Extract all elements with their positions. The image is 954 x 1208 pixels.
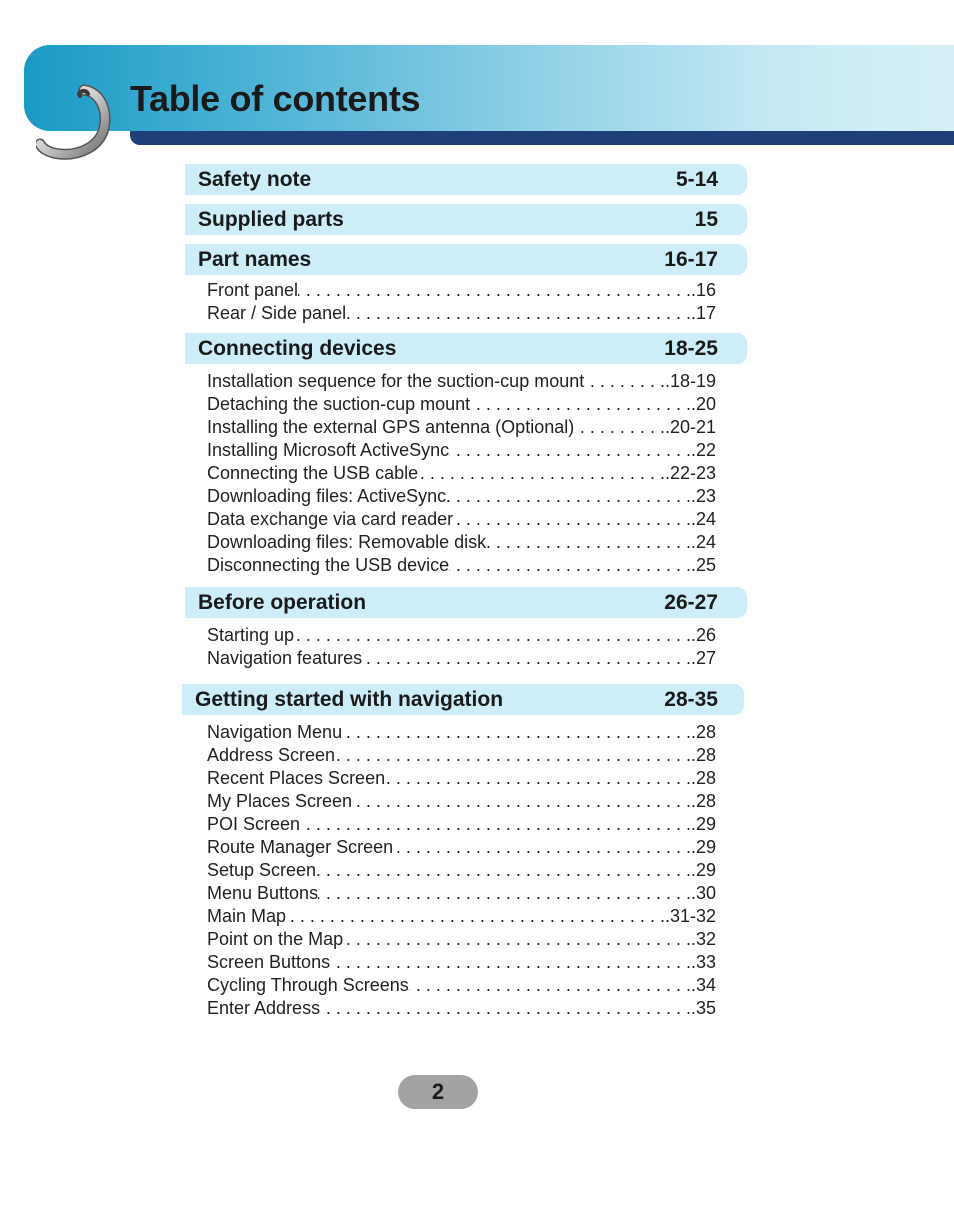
entry-page: .26 xyxy=(690,625,716,645)
entry-text: Address Screen xyxy=(207,745,336,765)
toc-entry[interactable] xyxy=(207,767,716,790)
entry-page: .35 xyxy=(690,998,716,1018)
dot-leader xyxy=(346,302,691,325)
entry-page: .29 xyxy=(690,837,716,857)
dot-leader xyxy=(584,370,665,393)
toc-entry[interactable] xyxy=(207,647,716,670)
dot-leader xyxy=(449,439,691,462)
entries-connecting-devices xyxy=(207,370,716,577)
toc-entry[interactable] xyxy=(207,624,716,647)
dot-leader xyxy=(298,279,691,302)
entry-text: Downloading files: ActiveSync xyxy=(207,486,447,506)
dot-leader xyxy=(330,951,691,974)
dot-leader xyxy=(470,393,691,416)
entry-page: .20 xyxy=(690,394,716,414)
entry-text: Recent Places Screen xyxy=(207,768,386,788)
toc-entry[interactable] xyxy=(207,859,716,882)
entry-text: Installing the external GPS antenna (Optional) xyxy=(207,417,575,437)
entry-text: POI Screen xyxy=(207,814,301,834)
dot-leader xyxy=(449,554,691,577)
dot-leader xyxy=(393,836,691,859)
entry-page: .28 xyxy=(690,745,716,765)
entry-text: Route Manager Screen xyxy=(207,837,394,857)
dot-leader xyxy=(318,882,691,905)
entry-text: Cycling Through Screens xyxy=(207,975,409,995)
entry-page: .29 xyxy=(690,860,716,880)
section-safety-note[interactable] xyxy=(185,164,747,195)
dot-leader xyxy=(335,744,691,767)
header-stripe xyxy=(130,131,954,145)
dot-leader xyxy=(300,813,691,836)
page-number-badge: 2 xyxy=(398,1075,478,1109)
section-title: Connecting devices xyxy=(198,337,397,360)
dot-leader xyxy=(352,790,691,813)
section-pages: 28-35 xyxy=(664,688,718,711)
toc-entry[interactable] xyxy=(207,370,716,393)
toc-entry[interactable] xyxy=(207,813,716,836)
entry-text: Front panel xyxy=(207,280,299,300)
entry-page: .20-21 xyxy=(664,417,716,437)
entry-page: .25 xyxy=(690,555,716,575)
entry-text: Enter Address xyxy=(207,998,321,1018)
dot-leader xyxy=(320,997,691,1020)
dot-leader xyxy=(286,905,665,928)
entries-part-names xyxy=(207,279,716,325)
entry-page: .28 xyxy=(690,768,716,788)
section-supplied-parts[interactable] xyxy=(185,204,747,235)
entry-page: .24 xyxy=(690,509,716,529)
dot-leader xyxy=(362,647,691,670)
entry-text: Setup Screen xyxy=(207,860,317,880)
entry-page: .30 xyxy=(690,883,716,903)
toc-entry[interactable] xyxy=(207,744,716,767)
toc-entry[interactable] xyxy=(207,554,716,577)
section-title: Part names xyxy=(198,248,312,271)
entry-page: .28 xyxy=(690,722,716,742)
section-pages: 15 xyxy=(694,208,718,231)
dot-leader xyxy=(316,859,691,882)
toc-entry[interactable] xyxy=(207,302,716,325)
section-part-names[interactable] xyxy=(185,244,747,275)
entry-page: .22 xyxy=(690,440,716,460)
toc-entry[interactable] xyxy=(207,531,716,554)
entry-text: Detaching the suction-cup mount xyxy=(207,394,471,414)
toc-entry[interactable] xyxy=(207,416,716,439)
entry-text: Navigation features xyxy=(207,648,363,668)
entry-page: .23 xyxy=(690,486,716,506)
toc-entry[interactable] xyxy=(207,905,716,928)
entry-page: .18-19 xyxy=(664,371,716,391)
dot-leader xyxy=(418,462,665,485)
dot-leader xyxy=(294,624,691,647)
entry-text: Installation sequence for the suction-cup mount xyxy=(207,371,585,391)
dot-leader xyxy=(409,974,691,997)
section-title: Getting started with navigation xyxy=(195,688,504,711)
dot-leader xyxy=(486,531,691,554)
toc-entry[interactable] xyxy=(207,508,716,531)
entry-text: Rear / Side panel xyxy=(207,303,347,323)
section-title: Supplied parts xyxy=(198,208,344,231)
section-before-operation[interactable] xyxy=(185,587,747,618)
toc-entry[interactable] xyxy=(207,393,716,416)
entry-page: .16 xyxy=(690,280,716,300)
toc-entry[interactable] xyxy=(207,928,716,951)
ring-binder-icon xyxy=(36,84,116,164)
section-connecting-devices[interactable] xyxy=(185,333,747,364)
page-title: Table of contents xyxy=(130,78,421,119)
dot-leader xyxy=(453,508,691,531)
entries-before-operation xyxy=(207,624,716,670)
dot-leader xyxy=(342,721,691,744)
entry-text: Connecting the USB cable xyxy=(207,463,419,483)
toc-entry[interactable] xyxy=(207,997,716,1020)
entry-page: .34 xyxy=(690,975,716,995)
entry-text: Screen Buttons xyxy=(207,952,331,972)
section-pages: 18-25 xyxy=(664,337,718,360)
entry-page: .33 xyxy=(690,952,716,972)
toc-entry[interactable] xyxy=(207,439,716,462)
toc-entry[interactable] xyxy=(207,279,716,302)
section-pages: 26-27 xyxy=(664,591,718,614)
section-pages: 16-17 xyxy=(664,248,718,271)
entry-text: My Places Screen xyxy=(207,791,353,811)
toc-entry[interactable] xyxy=(207,836,716,859)
entry-page: .24 xyxy=(690,532,716,552)
entry-page: .22-23 xyxy=(664,463,716,483)
entry-text: Navigation Menu xyxy=(207,722,343,742)
dot-leader xyxy=(343,928,691,951)
toc-entry[interactable] xyxy=(207,951,716,974)
toc-entry[interactable] xyxy=(207,721,716,744)
section-title: Before operation xyxy=(198,591,367,614)
section-title: Safety note xyxy=(198,168,312,191)
toc-entry[interactable] xyxy=(207,790,716,813)
entry-page: .28 xyxy=(690,791,716,811)
entry-page: .32 xyxy=(690,929,716,949)
entry-text: Menu Buttons xyxy=(207,883,319,903)
entry-text: Main Map xyxy=(207,906,287,926)
entry-page: .17 xyxy=(690,303,716,323)
entry-text: Data exchange via card reader xyxy=(207,509,454,529)
entry-page: .29 xyxy=(690,814,716,834)
entry-text: Starting up xyxy=(207,625,295,645)
section-getting-started[interactable] xyxy=(182,684,744,715)
toc-entry[interactable] xyxy=(207,462,716,485)
entry-page: .31-32 xyxy=(664,906,716,926)
entry-text: Downloading files: Removable disk xyxy=(207,532,487,552)
entry-text: Point on the Map xyxy=(207,929,344,949)
toc-entry[interactable] xyxy=(207,882,716,905)
entry-page: .27 xyxy=(690,648,716,668)
toc-entry[interactable] xyxy=(207,974,716,997)
dot-leader xyxy=(446,485,691,508)
entries-getting-started xyxy=(207,721,716,1020)
entry-text: Disconnecting the USB device xyxy=(207,555,450,575)
dot-leader xyxy=(574,416,665,439)
entry-text: Installing Microsoft ActiveSync xyxy=(207,440,450,460)
dot-leader xyxy=(385,767,691,790)
toc-entry[interactable] xyxy=(207,485,716,508)
section-pages: 5-14 xyxy=(675,168,718,191)
